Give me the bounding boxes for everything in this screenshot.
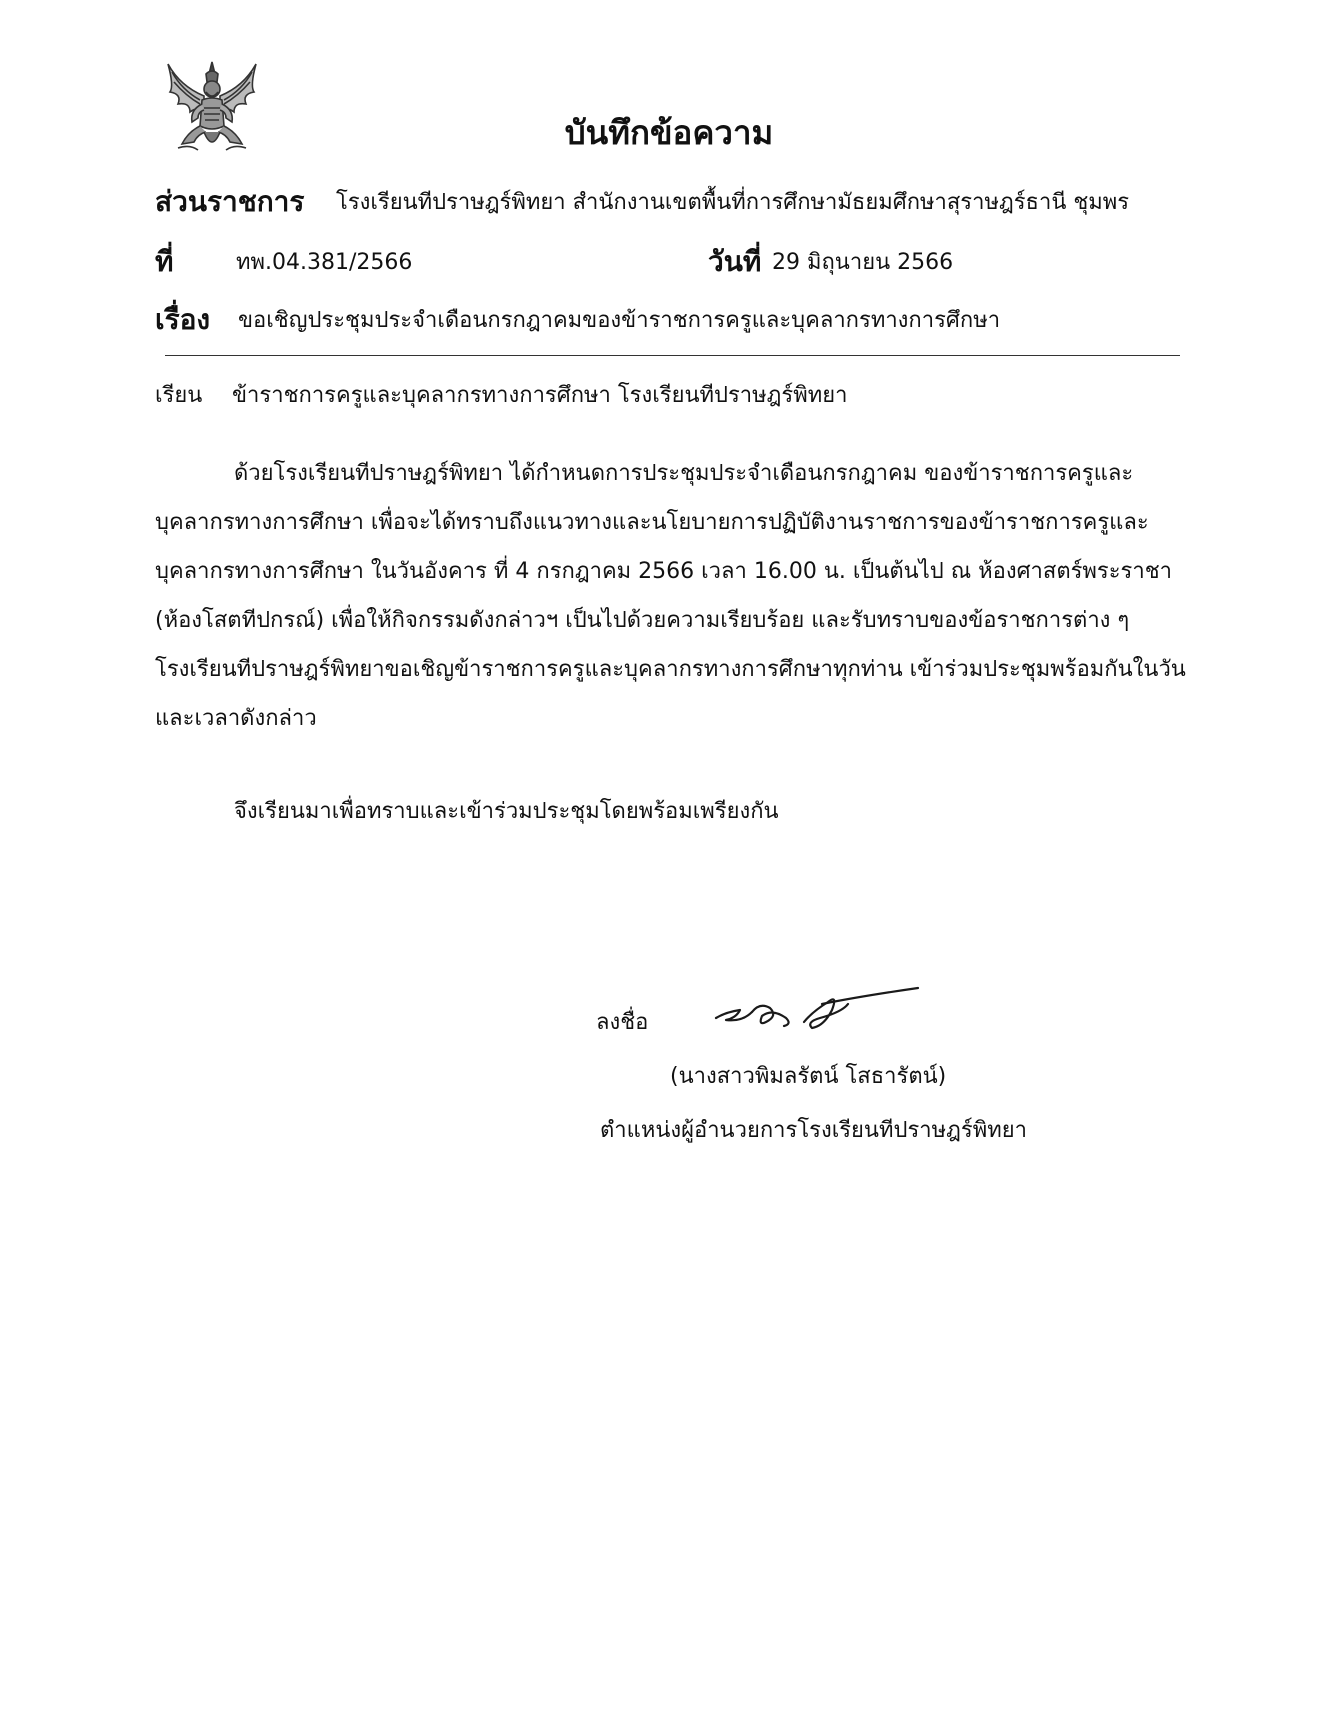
ref-value: ทพ.04.381/2566 [236, 250, 413, 275]
closing-text: จึงเรียนมาเพื่อทราบและเข้าร่วมประชุมโดยพร้อมเพรียงกัน [234, 799, 779, 824]
agency-value: โรงเรียนทีปราษฎร์พิทยา สำนักงานเขตพื้นที่การศึกษามัธยมศึกษาสุราษฎร์ธานี ชุมพร [336, 190, 1130, 215]
signer-name: (นางสาวพิมลรัตน์ โสธารัตน์) [670, 1064, 947, 1089]
sign-label: ลงชื่อ [596, 1010, 649, 1035]
body-line: (ห้องโสตทีปกรณ์) เพื่อให้กิจกรรมดังกล่าวฯ เป็นไปด้วยความเรียบร้อย และรับทราบของข้อราชการต่าง ๆ [155, 608, 1130, 633]
ref-label: ที่ [155, 245, 174, 278]
handwritten-signature-icon [712, 982, 924, 1034]
document-title: บันทึกข้อความ [564, 113, 774, 152]
body-line: บุคลากรทางการศึกษา ในวันอังคาร ที่ 4 กรกฎาคม 2566 เวลา 16.00 น. เป็นต้นไป ณ ห้องศาสตร์พระราชา [155, 559, 1173, 584]
body-line: และเวลาดังกล่าว [155, 706, 317, 731]
date-label: วันที่ [708, 245, 762, 278]
salutation-value: ข้าราชการครูและบุคลากรทางการศึกษา โรงเรียนทีปราษฎร์พิทยา [232, 383, 848, 408]
signer-position: ตำแหน่งผู้อำนวยการโรงเรียนทีปราษฎร์พิทยา [600, 1118, 1027, 1143]
subject-label: เรื่อง [155, 303, 211, 336]
date-value: 29 มิถุนายน 2566 [772, 250, 954, 275]
body-line: โรงเรียนทีปราษฎร์พิทยาขอเชิญข้าราชการครูและบุคลากรทางการศึกษาทุกท่าน เข้าร่วมประชุมพร้อมกันในวัน [155, 657, 1186, 682]
agency-label: ส่วนราชการ [155, 185, 305, 218]
body-line: บุคลากรทางการศึกษา เพื่อจะได้ทราบถึงแนวทางและนโยบายการปฏิบัติงานราชการของข้าราชการครูและ [155, 510, 1149, 535]
header-divider [165, 355, 1180, 356]
body-line: ด้วยโรงเรียนทีปราษฎร์พิทยา ได้กำหนดการประชุมประจำเดือนกรกฎาคม ของข้าราชการครูและ [234, 461, 1134, 486]
salutation-label: เรียน [155, 383, 203, 408]
subject-value: ขอเชิญประชุมประจำเดือนกรกฎาคมของข้าราชการครูและบุคลากรทางการศึกษา [238, 308, 1001, 333]
